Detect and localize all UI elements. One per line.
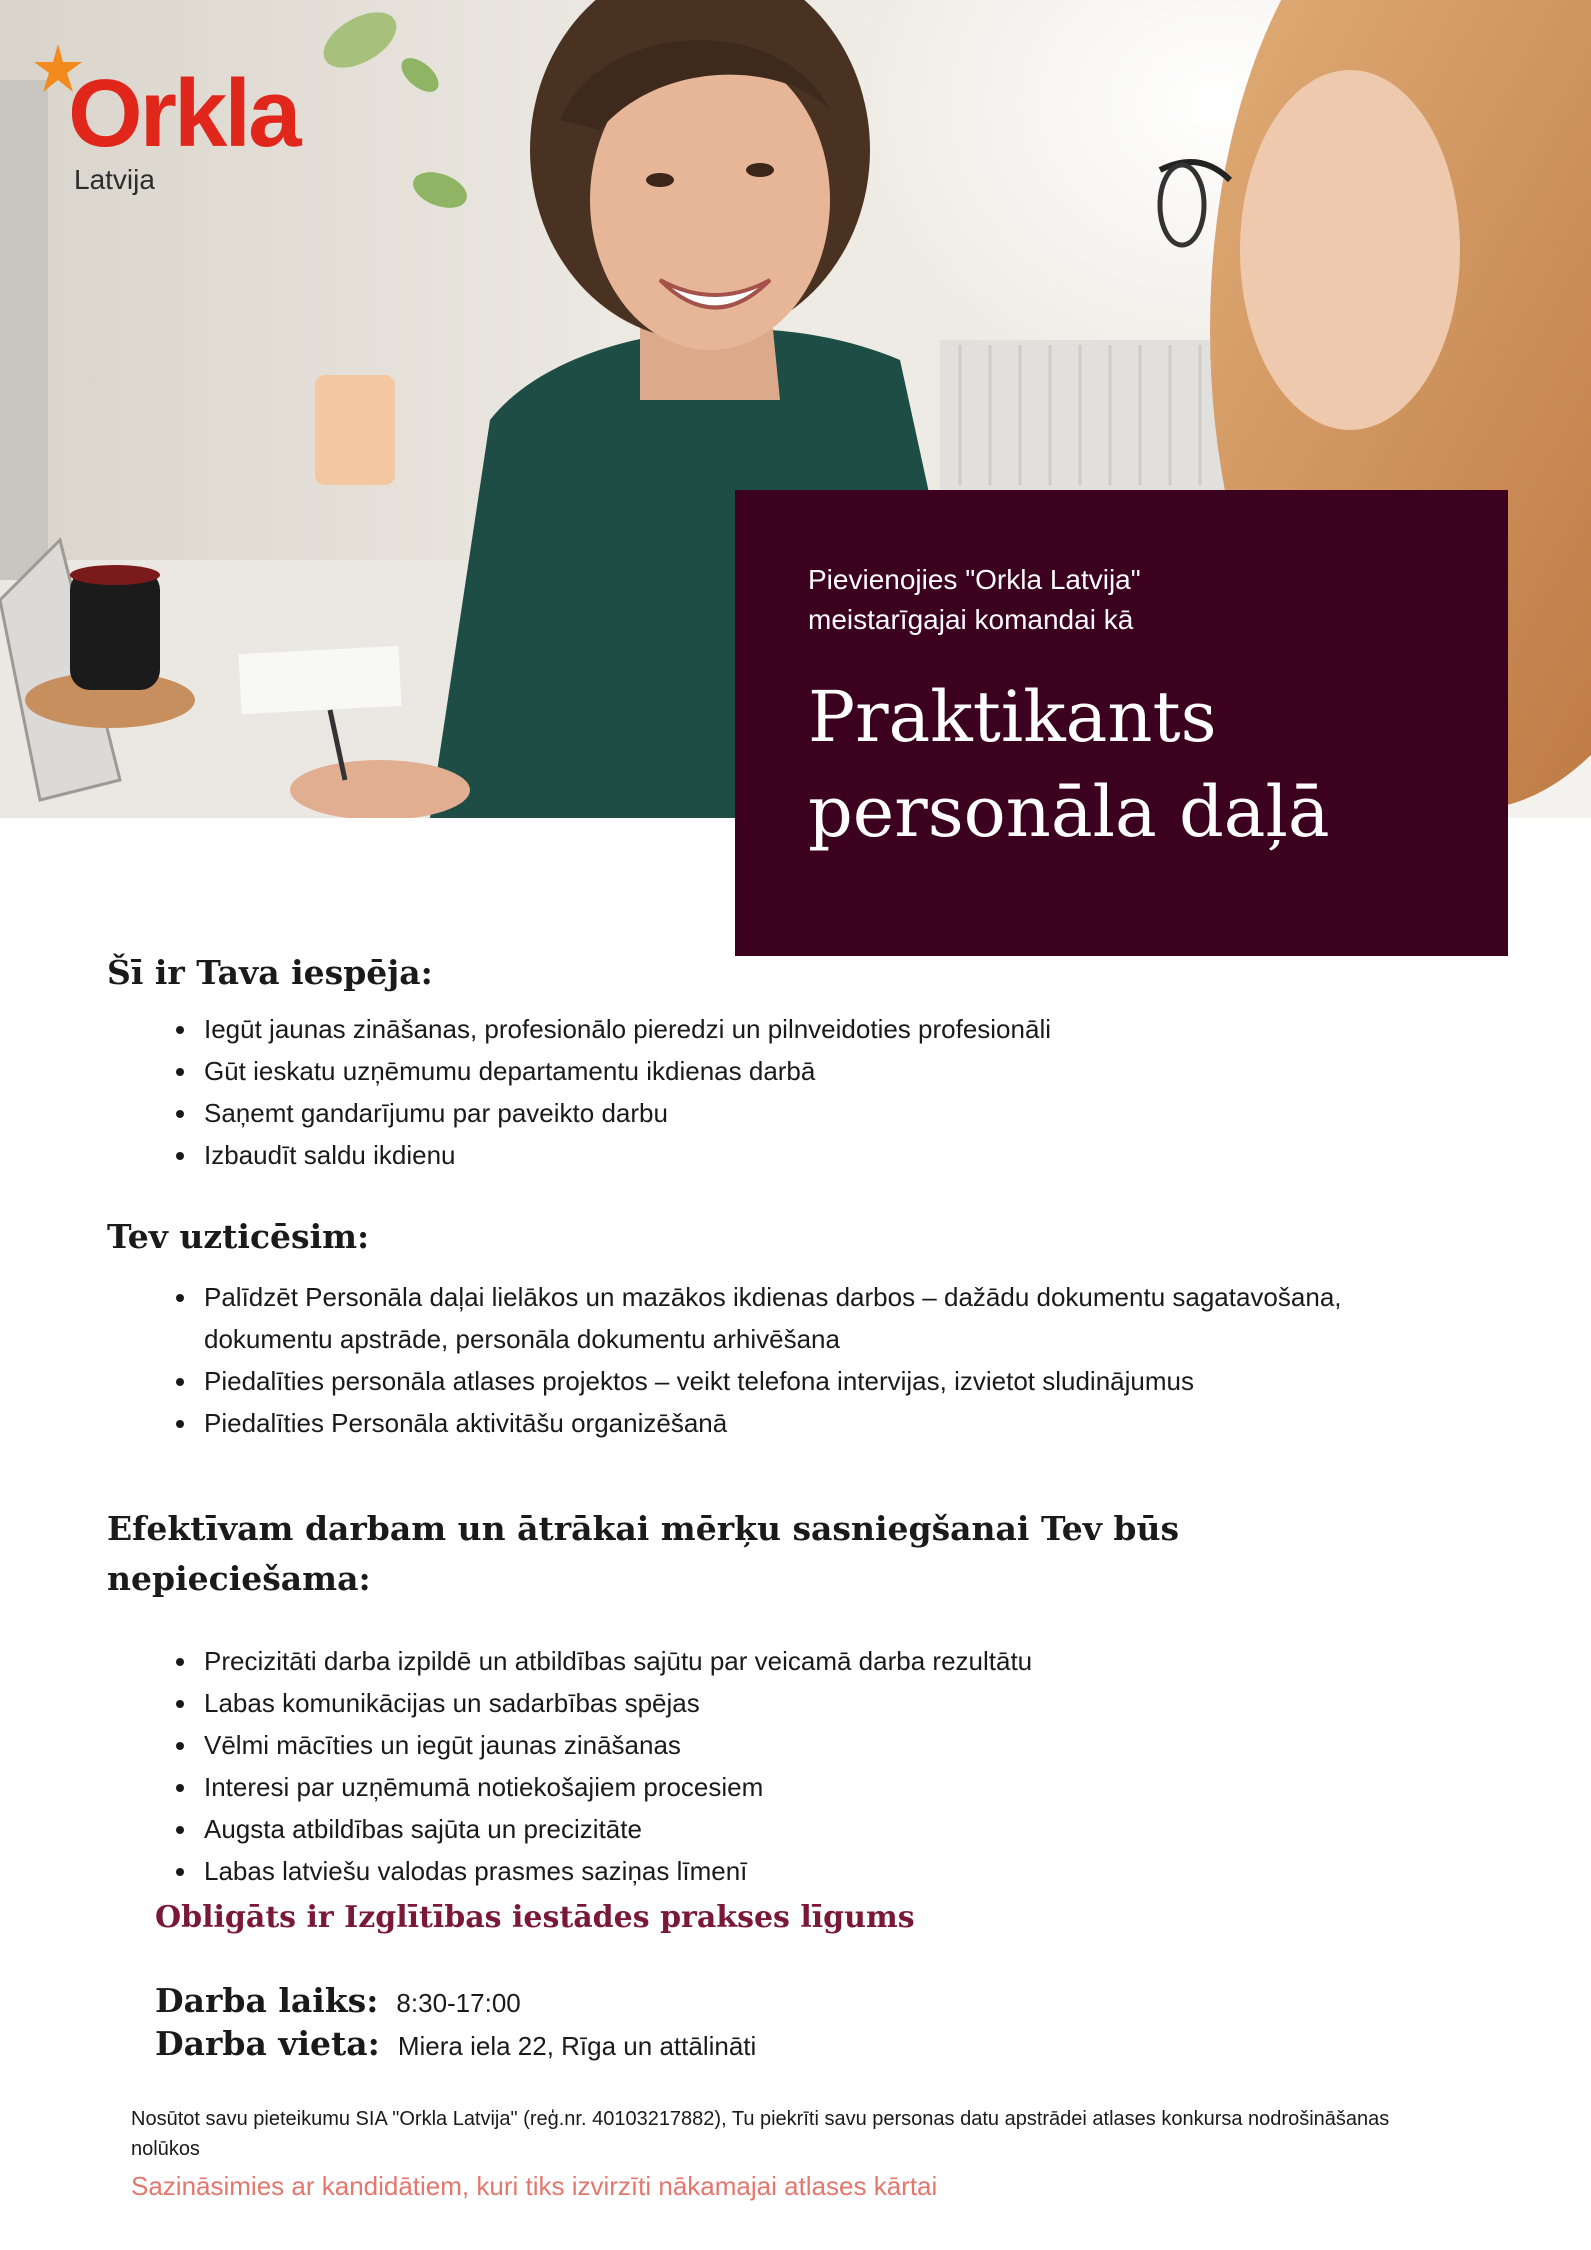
opportunity-section [107,948,1051,1176]
mandatory-contract-note: Obligāts ir Izglītības iestādes prakses līgums [155,1900,915,1935]
job-intro-line-1: Pievienojies "Orkla Latvija" [808,564,1141,595]
requirements-list [107,1640,1407,1892]
data-processing-disclaimer: Nosūtot savu pieteikumu SIA "Orkla Latvija" (reģ.nr. 40103217882), Tu piekrīti savu personas datu apstrādei atlases konkursa nodrošināšanas nolūkos [131,2108,1390,2160]
job-title-line-1: Praktikants [808,676,1217,758]
contact-note: Sazināsimies ar kandidātiem, kuri tiks izvirzīti nākamajai atlases kārtai [131,2171,938,2201]
list-item: Augsta atbildības sajūta un precizitāte [204,1808,1407,1850]
opportunity-list [107,1008,1051,1176]
list-item: Interesi par uzņēmumā notiekošajiem procesiem [204,1766,1407,1808]
list-item: Piedalīties personāla atlases projektos – veikt telefona intervijas, izvietot sludinājumus [204,1360,1354,1402]
responsibilities-heading: Tev uzticēsim: [107,1217,370,1256]
list-item: Precizitāti darba izpildē un atbildības sajūtu par veicamā darba rezultātu [204,1640,1407,1682]
list-item: Labas latviešu valodas prasmes saziņas līmenī [204,1850,1407,1892]
responsibilities-section [107,1212,1354,1444]
job-intro [808,560,1438,640]
list-item: Saņemt gandarījumu par paveikto darbu [204,1092,1051,1134]
list-item: Labas komunikācijas un sadarbības spējas [204,1682,1407,1724]
work-time-label: Darba laiks: [155,1981,379,2020]
orkla-logo [28,40,298,210]
requirements-section [107,1504,1407,1892]
list-item: Piedalīties Personāla aktivitāšu organizēšanā [204,1402,1354,1444]
opportunity-heading: Šī ir Tava iespēja: [107,953,433,992]
work-time-value: 8:30-17:00 [396,1988,521,2018]
work-time-row [155,1978,521,2026]
list-item: Gūt ieskatu uzņēmumu departamentu ikdienas darbā [204,1050,1051,1092]
job-title [808,670,1438,860]
job-title-card [735,490,1508,956]
work-place-value: Miera iela 22, Rīga un attālināti [397,2031,757,2061]
work-place-label: Darba vieta: [155,2024,380,2063]
job-title-line-2: personāla daļā [808,771,1330,853]
logo-country: Latvija [74,164,155,195]
list-item: Vēlmi mācīties un iegūt jaunas zināšanas [204,1724,1407,1766]
list-item: Iegūt jaunas zināšanas, profesionālo pieredzi un pilnveidoties profesionāli [204,1008,1051,1050]
requirements-heading: Efektīvam darbam un ātrākai mērķu sasniegšanai Tev būs nepieciešama: [107,1509,1180,1598]
responsibilities-list [107,1276,1354,1444]
job-intro-line-2: meistarīgajai komandai kā [808,604,1134,635]
list-item: Palīdzēt Personāla daļai lielākos un mazākos ikdienas darbos – dažādu dokumentu sagatavošana, dokumentu apstrāde, personāla dokumentu arhivēšana [204,1276,1354,1360]
logo-wordmark: Orkla [68,60,299,167]
list-item: Izbaudīt saldu ikdienu [204,1134,1051,1176]
work-place-row [155,2021,756,2069]
